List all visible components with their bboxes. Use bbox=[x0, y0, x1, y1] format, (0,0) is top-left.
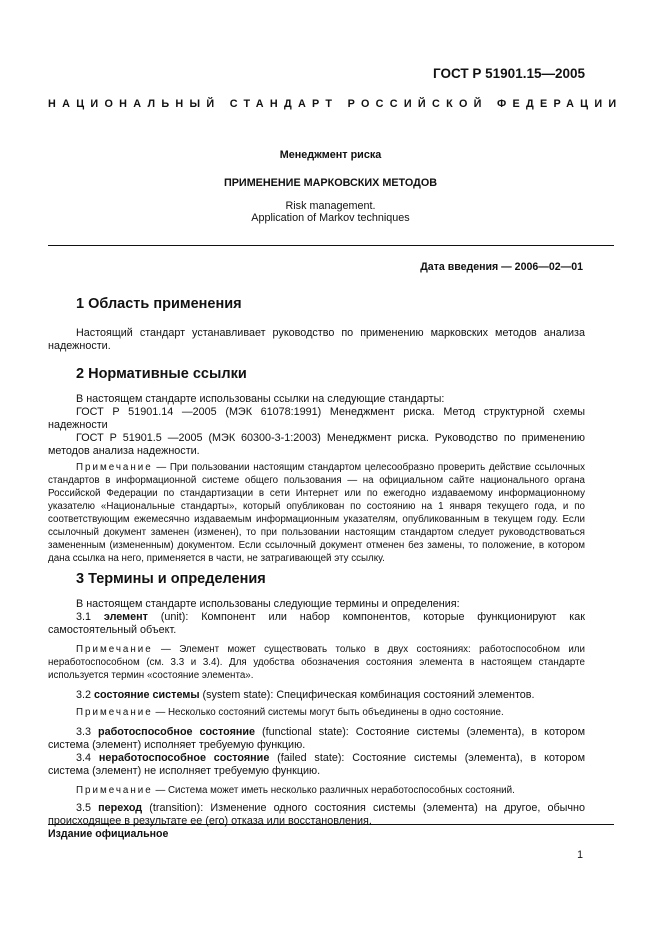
term-definition: (failed state): Состояние системы (элемента), в котором система (элемент) не исполняет требуемую функцию. bbox=[48, 752, 585, 777]
term-definition: (system state): Специфическая комбинация состояний элементов. bbox=[199, 689, 535, 701]
term-3-4 bbox=[48, 752, 585, 778]
term-name: элемент bbox=[103, 611, 148, 623]
title-main: ПРИМЕНЕНИЕ МАРКОВСКИХ МЕТОДОВ bbox=[223, 177, 438, 189]
term-number: 3.4 bbox=[76, 752, 99, 764]
title-divider bbox=[48, 245, 614, 246]
section1-text: Настоящий стандарт устанавливает руководство по применению марковских методов анализа надежности. bbox=[48, 327, 585, 352]
term-3-1 bbox=[48, 611, 585, 637]
term-3-2 bbox=[48, 689, 585, 702]
edition-label: Издание официальное bbox=[48, 828, 169, 840]
national-standard-banner: НАЦИОНАЛЬНЫЙ СТАНДАРТ РОССИЙСКОЙ ФЕДЕРАЦИИ bbox=[48, 98, 623, 110]
section3-intro: В настоящем стандарте использованы следующие термины и определения: bbox=[76, 598, 460, 610]
note-text: — При пользовании настоящим стандартом целесообразно проверить действие ссылочных стандартов в информационной системе общего пользования — на официальном сайте национального органа Российской Федерации по стандартизации в сети Интернет или по ежегодно издаваемому информационному указателю «Национальные стандарты», который опубликован по состоянию на 1 января текущего года, и по соответствующим ежемесячно издаваемым информационным указателям, опубликованным в текущем году. Если ссылочный документ заменен (изменен), то при пользовании настоящим стандартом следует руководствоваться замененным (измененным) документом. Если ссылочный документ отменен без замены, то положение, в котором дана ссылка на него, применяется в части, не затрагивающей эту ссылку. bbox=[48, 462, 585, 564]
section2-p2: ГОСТ Р 51901.14 —2005 (МЭК 61078:1991) Менеджмент риска. Метод структурной схемы надежности bbox=[48, 406, 585, 431]
term-definition: (functional state): Состояние системы (элемента), в котором система (элемент) исполняет требуемую функцию. bbox=[48, 726, 585, 751]
note-label: Примечание bbox=[76, 644, 153, 655]
gost-code: ГОСТ Р 51901.15—2005 bbox=[433, 66, 585, 81]
section2-body bbox=[48, 393, 585, 565]
page-number: 1 bbox=[577, 849, 583, 861]
title-subtitle: Менеджмент риска bbox=[279, 149, 382, 161]
section1-heading: 1 Область применения bbox=[76, 296, 242, 312]
title-en-line1: Risk management. bbox=[285, 200, 376, 212]
note-text: — Элемент может существовать только в двух состояниях: работоспособном или неработоспособном (см. 3.3 и 3.4). Для удобства обозначения состояния элемента в настоящем стандарте используется термин «состояние элемента». bbox=[48, 644, 585, 681]
term-3-4-note bbox=[48, 784, 585, 797]
term-number: 3.3 bbox=[76, 726, 98, 738]
term-number: 3.2 bbox=[76, 689, 95, 701]
term-number: 3.5 bbox=[76, 802, 99, 814]
term-definition: (unit): Компонент или набор компонентов, которые функционируют как самостоятельный объект. bbox=[48, 611, 585, 636]
term-name: работоспособное состояние bbox=[97, 726, 256, 738]
term-number: 3.1 bbox=[76, 611, 104, 623]
term-3-1-note bbox=[48, 643, 585, 682]
section1-body bbox=[48, 327, 585, 353]
term-3-2-note bbox=[48, 706, 585, 719]
section2-note bbox=[48, 461, 585, 565]
note-text: — Система может иметь несколько различных неработоспособных состояний. bbox=[152, 785, 515, 796]
term-name: неработоспособное состояние bbox=[98, 752, 270, 764]
term-name: переход bbox=[98, 802, 143, 814]
footer-divider bbox=[48, 824, 614, 825]
note-label: Примечание bbox=[76, 707, 153, 718]
section2-p3: ГОСТ Р 51901.5 —2005 (МЭК 60300-3-1:2003) Менеджмент риска. Руководство по применению методов анализа надежности. bbox=[48, 432, 585, 457]
date-introduction: Дата введения — 2006—02—01 bbox=[420, 261, 583, 273]
term-3-3 bbox=[48, 726, 585, 752]
note-label: Примечание bbox=[76, 785, 153, 796]
section2-p1: В настоящем стандарте использованы ссылки на следующие стандарты: bbox=[76, 393, 445, 405]
title-en-line2: Application of Markov techniques bbox=[251, 212, 410, 224]
title-english bbox=[0, 200, 661, 224]
section3-heading: 3 Термины и определения bbox=[76, 571, 266, 587]
section2-heading: 2 Нормативные ссылки bbox=[76, 366, 247, 382]
term-name: состояние системы bbox=[94, 689, 200, 701]
section3-body bbox=[48, 598, 585, 828]
term-definition: (transition): Изменение одного состояния системы (элемента) на другое, обычно происходящее в результате ее (его) отказа или восстановления. bbox=[48, 802, 586, 827]
note-text: — Несколько состояний системы могут быть объединены в одно состояние. bbox=[152, 707, 504, 718]
note-label: Примечание bbox=[76, 462, 153, 473]
